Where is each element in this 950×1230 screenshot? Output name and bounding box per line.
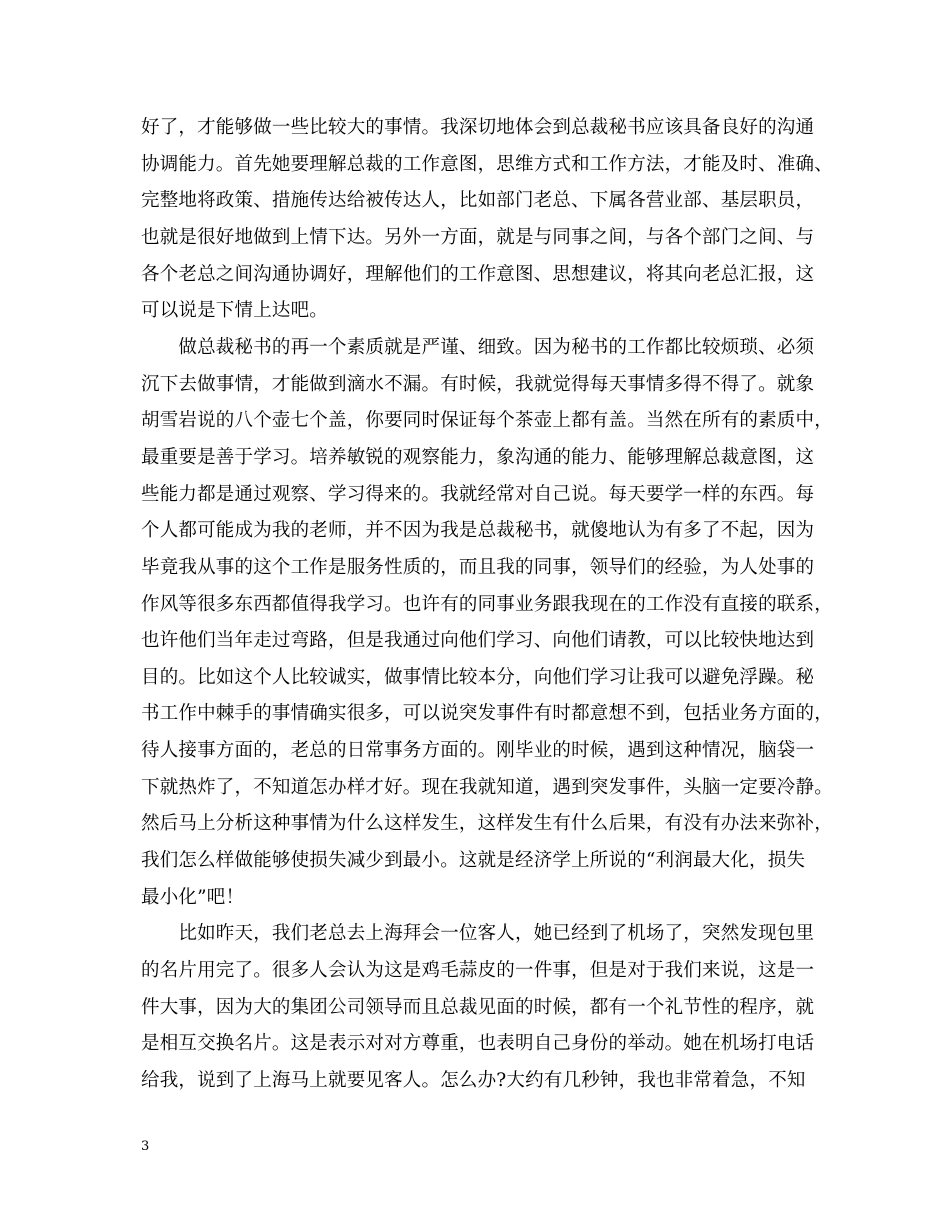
text-line: 书工作中棘手的事情确实很多，可以说突发事件有时都意想不到，包括业务方面的，: [141, 703, 833, 724]
text-line: 作风等很多东西都值得我学习。也许有的同事业务跟我现在的工作没有直接的联系，: [141, 594, 833, 615]
text-line: 是相互交换名片。这是表示对对方尊重，也表明自己身份的举动。她在机场打电话: [141, 1033, 815, 1054]
text-line: 最小化”吧！: [141, 887, 245, 908]
text-line: 件大事，因为大的集团公司领导而且总裁见面的时候，都有一个礼节性的程序，就: [141, 997, 815, 1018]
text-line: 我们怎么样做能够使损失减少到最小。这就是经济学上所说的“利润最大化，损失: [141, 850, 806, 871]
text-line: 沉下去做事情，才能做到滴水不漏。有时候，我就觉得每天事情多得不得了。就象: [141, 374, 815, 395]
text-line: 目的。比如这个人比较诚实，做事情比较本分，向他们学习让我可以避免浮躁。秘: [141, 667, 815, 688]
text-line: 胡雪岩说的八个壶七个盖，你要同时保证每个茶壶上都有盖。当然在所有的素质中，: [141, 410, 833, 431]
text-line: 的名片用完了。很多人会认为这是鸡毛蒜皮的一件事，但是对于我们来说，这是一: [141, 960, 815, 981]
text-line: 下就热炸了，不知道怎办样才好。现在我就知道，遇到突发事件，头脑一定要冷静。: [141, 777, 833, 798]
text-line: 完整地将政策、措施传达给被传达人，比如部门老总、下属各营业部、基层职员，: [141, 190, 815, 211]
text-line: 给我，说到了上海马上就要见客人。怎么办?大约有几秒钟，我也非常着急，不知: [141, 1070, 806, 1091]
text-line: 可以说是下情上达吧。: [141, 300, 329, 321]
text-line: 协调能力。首先她要理解总裁的工作意图，思维方式和工作方法，才能及时、准确、: [141, 154, 833, 175]
text-line: 然后马上分析这种事情为什么这样发生，这样发生有什么后果，有没有办法来弥补，: [141, 813, 833, 834]
text-line: 也就是很好地做到上情下达。另外一方面，就是与同事之间，与各个部门之间、与: [141, 227, 815, 248]
text-line: 毕竟我从事的这个工作是服务性质的，而且我的同事，领导们的经验，为人处事的: [141, 557, 815, 578]
text-line: 好了，才能够做一些比较大的事情。我深切地体会到总裁秘书应该具备良好的沟通: [141, 117, 815, 138]
page-number: 3: [141, 1139, 150, 1154]
text-line: 也许他们当年走过弯路，但是我通过向他们学习、向他们请教，可以比较快地达到: [141, 630, 815, 651]
text-line: 些能力都是通过观察、学习得来的。我就经常对自己说。每天要学一样的东西。每: [141, 484, 815, 505]
text-line: 比如昨天，我们老总去上海拜会一位客人，她已经到了机场了，突然发现包里: [141, 923, 815, 944]
text-line: 做总裁秘书的再一个素质就是严谨、细致。因为秘书的工作都比较烦琐、必须: [141, 337, 815, 358]
text-line: 个人都可能成为我的老师，并不因为我是总裁秘书，就傻地认为有多了不起，因为: [141, 520, 815, 541]
text-line: 最重要是善于学习。培养敏锐的观察能力，象沟通的能力、能够理解总裁意图，这: [141, 447, 815, 468]
text-line: 待人接事方面的，老总的日常事务方面的。刚毕业的时候，遇到这种情况，脑袋一: [141, 740, 815, 761]
text-line: 各个老总之间沟通协调好，理解他们的工作意图、思想建议，将其向老总汇报，这: [141, 264, 815, 285]
